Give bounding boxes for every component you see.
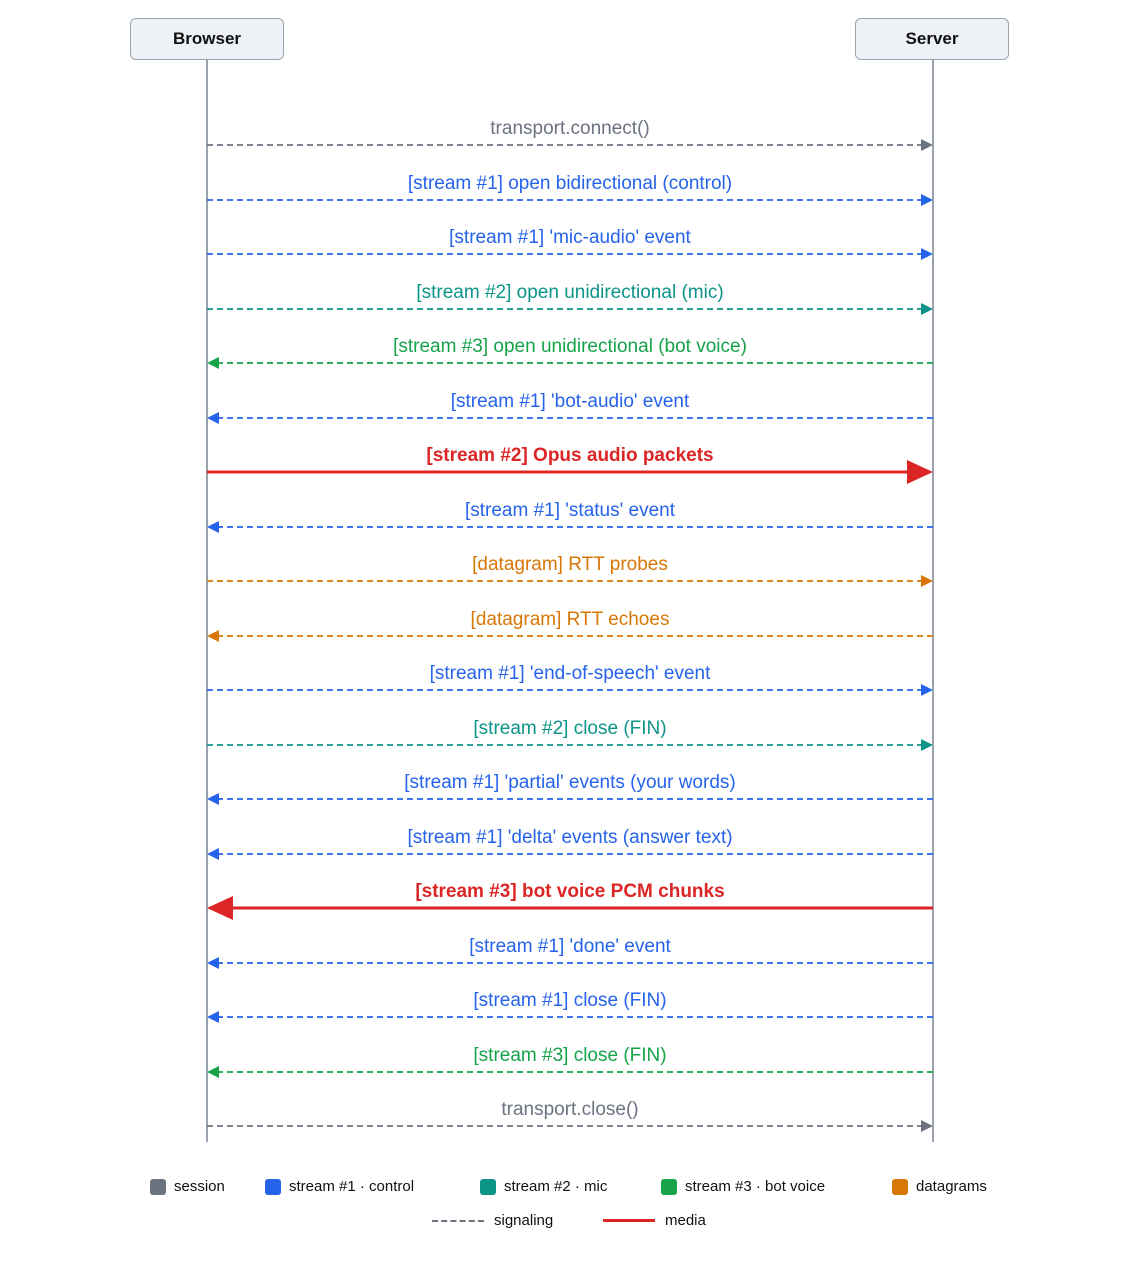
message-arrowhead xyxy=(921,303,933,315)
message-arrowhead xyxy=(921,248,933,260)
message-4 xyxy=(207,282,933,315)
message-17 xyxy=(207,990,933,1023)
message-11 xyxy=(207,663,933,696)
message-label: [stream #2] close (FIN) xyxy=(473,718,667,739)
message-label: [stream #1] 'done' event xyxy=(469,936,671,957)
message-arrowhead xyxy=(207,630,219,642)
message-arrowhead xyxy=(207,1066,219,1078)
legend-label: session xyxy=(174,1178,225,1195)
message-arrowhead xyxy=(921,139,933,151)
message-label: [stream #3] open unidirectional (bot voice) xyxy=(393,336,747,357)
message-arrowhead xyxy=(207,1011,219,1023)
message-18 xyxy=(207,1045,933,1078)
legend-item xyxy=(892,1178,987,1195)
legend-swatch xyxy=(150,1179,166,1195)
message-3 xyxy=(207,227,933,260)
message-label: transport.close() xyxy=(501,1099,639,1120)
legend-swatch xyxy=(265,1179,281,1195)
message-arrowhead xyxy=(207,412,219,424)
legend-swatch xyxy=(480,1179,496,1195)
message-19 xyxy=(207,1099,933,1132)
legend-item xyxy=(661,1178,825,1195)
message-arrowhead xyxy=(207,793,219,805)
message-label: [stream #1] 'partial' events (your words) xyxy=(404,772,736,793)
message-arrowhead xyxy=(921,194,933,206)
legend-line-sample xyxy=(603,1219,655,1222)
message-arrowhead xyxy=(921,684,933,696)
message-arrowhead xyxy=(207,521,219,533)
legend-label: media xyxy=(665,1212,706,1229)
message-label: [stream #1] 'end-of-speech' event xyxy=(429,663,711,684)
legend-item xyxy=(150,1178,225,1195)
legend-swatches xyxy=(0,1176,1140,1200)
legend-label: signaling xyxy=(494,1212,554,1229)
message-label: [stream #1] open bidirectional (control) xyxy=(407,173,733,194)
message-16 xyxy=(207,936,933,969)
message-arrowhead xyxy=(907,460,933,484)
message-6 xyxy=(207,391,933,424)
browser-actor-label: Browser xyxy=(172,29,242,48)
message-label: [stream #2] open unidirectional (mic) xyxy=(416,282,724,303)
message-8 xyxy=(207,500,933,533)
message-9 xyxy=(207,554,933,587)
message-label: [stream #3] bot voice PCM chunks xyxy=(415,881,725,902)
legend-item xyxy=(265,1178,414,1195)
message-label: [stream #1] close (FIN) xyxy=(473,990,667,1011)
legend-item xyxy=(480,1178,607,1195)
message-arrowhead xyxy=(207,357,219,369)
message-arrowhead xyxy=(921,1120,933,1132)
message-10 xyxy=(207,609,933,642)
message-13 xyxy=(207,772,933,805)
legend-swatch xyxy=(661,1179,677,1195)
message-1 xyxy=(207,118,933,151)
message-label: [stream #1] 'bot-audio' event xyxy=(450,391,690,412)
legend-line-sample xyxy=(432,1220,484,1222)
legend-swatch xyxy=(892,1179,908,1195)
message-arrowhead xyxy=(207,848,219,860)
message-label: [stream #3] close (FIN) xyxy=(473,1045,667,1066)
message-2 xyxy=(207,173,933,206)
message-5 xyxy=(207,336,933,369)
message-14 xyxy=(207,827,933,860)
legend-label: stream #2 · mic xyxy=(504,1178,608,1195)
legend-label: datagrams xyxy=(916,1178,987,1195)
message-15 xyxy=(207,881,933,920)
message-label: [stream #2] Opus audio packets xyxy=(426,445,714,466)
message-arrowhead xyxy=(921,575,933,587)
message-arrowhead xyxy=(207,896,233,920)
legend-item-signaling xyxy=(432,1212,553,1229)
message-label: [datagram] RTT probes xyxy=(472,554,668,575)
message-7 xyxy=(207,445,933,484)
message-12 xyxy=(207,718,933,751)
message-label: [stream #1] 'delta' events (answer text) xyxy=(407,827,733,848)
message-arrowhead xyxy=(921,739,933,751)
message-label: [stream #1] 'status' event xyxy=(464,500,676,521)
message-label: [stream #1] 'mic-audio' event xyxy=(449,227,691,248)
message-label: [datagram] RTT echoes xyxy=(470,609,670,630)
message-arrowhead xyxy=(207,957,219,969)
legend-label: stream #1 · control xyxy=(289,1178,415,1195)
legend-label: stream #3 · bot voice xyxy=(685,1178,826,1195)
legend-lines xyxy=(0,1210,1140,1234)
server-actor-label: Server xyxy=(905,29,959,48)
legend-item-media xyxy=(603,1212,706,1229)
message-label: transport.connect() xyxy=(490,118,650,139)
